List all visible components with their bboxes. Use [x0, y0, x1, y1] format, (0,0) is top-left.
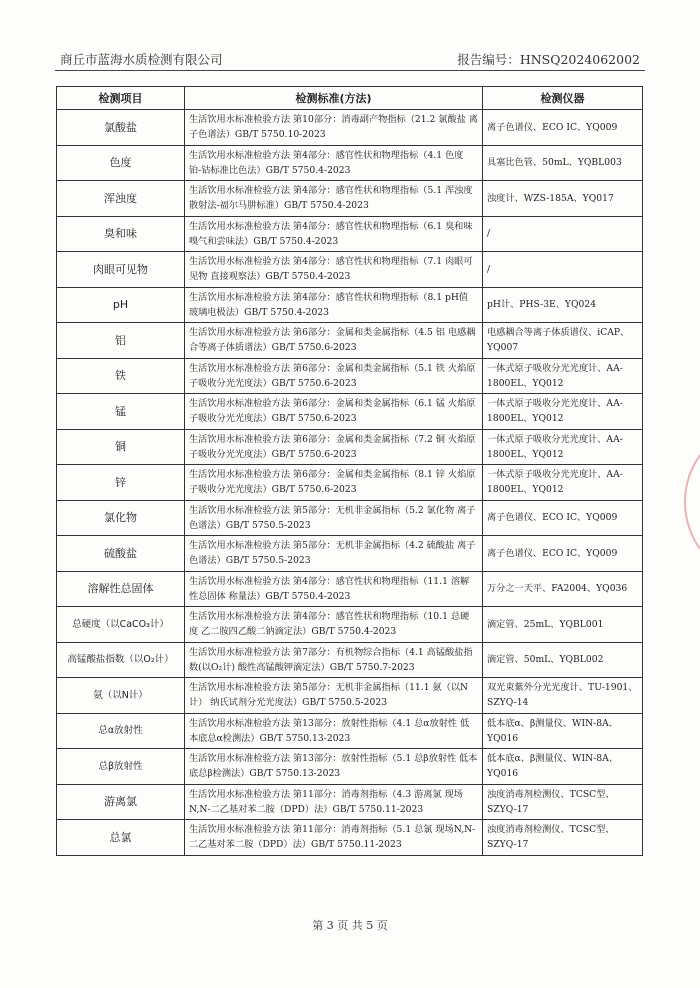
report-number-label: 报告编号： [457, 52, 520, 67]
test-item: 硫酸盐 [57, 536, 185, 572]
table-row [57, 323, 643, 359]
table-row [57, 110, 643, 146]
test-standard: 生活饮用水标准检验方法 第6部分：金属和类金属指标（5.1 铁 火焰原子吸收分光光度法）GB/T 5750.6-2023 [185, 358, 483, 394]
test-instrument: 浊度计、WZS-185A、YQ017 [483, 181, 643, 217]
test-standard: 生活饮用水标准检验方法 第10部分：消毒副产物指标（21.2 氯酸盐 离子色谱法）GB/T 5750.10-2023 [185, 110, 483, 146]
table-row [57, 287, 643, 323]
column-header-item: 检测项目 [57, 87, 185, 110]
table-row [57, 216, 643, 252]
report-number-value: HNSQ2024062002 [519, 52, 640, 67]
table-row [57, 749, 643, 785]
test-item: 高锰酸盐指数（以O₂计） [57, 642, 185, 678]
test-standard: 生活饮用水标准检验方法 第5部分：无机非金属指标（11.1 氨（以N计） 纳氏试剂分光光度法）GB/T 5750.5-2023 [185, 678, 483, 714]
table-row [57, 394, 643, 430]
table-row [57, 607, 643, 643]
table-row [57, 678, 643, 714]
test-standard: 生活饮用水标准检验方法 第11部分：消毒剂指标（4.3 游离氯 现场N,N-二乙基对苯二胺（DPD）法）GB/T 5750.11-2023 [185, 784, 483, 820]
test-instrument: 一体式原子吸收分光光度计、AA-1800EL、YQ012 [483, 394, 643, 430]
test-instrument: 离子色谱仪、ECO IC、YQ009 [483, 536, 643, 572]
table-row [57, 181, 643, 217]
test-instrument: / [483, 252, 643, 288]
table-row [57, 145, 643, 181]
test-instrument: 滴定管、50mL、YQBL002 [483, 642, 643, 678]
test-item: 游离氯 [57, 784, 185, 820]
test-instrument: 一体式原子吸收分光光度计、AA-1800EL、YQ012 [483, 465, 643, 501]
table-row [57, 820, 643, 856]
test-instrument: 电感耦合等离子体质谱仪、iCAP、YQ007 [483, 323, 643, 359]
table-header-row [57, 87, 643, 110]
table-row [57, 536, 643, 572]
test-standard: 生活饮用水标准检验方法 第6部分：金属和类金属指标（6.1 锰 火焰原子吸收分光光度法）GB/T 5750.6-2023 [185, 394, 483, 430]
test-instrument: 一体式原子吸收分光光度计、AA-1800EL、YQ012 [483, 358, 643, 394]
test-instrument: 万分之一天平、FA2004、YQ036 [483, 571, 643, 607]
test-item: pH [57, 287, 185, 323]
test-standard: 生活饮用水标准检验方法 第11部分：消毒剂指标（5.1 总氯 现场N,N-二乙基对苯二胺（DPD）法）GB/T 5750.11-2023 [185, 820, 483, 856]
table-row [57, 642, 643, 678]
test-item: 铁 [57, 358, 185, 394]
test-instrument: 离子色谱仪、ECO IC、YQ009 [483, 110, 643, 146]
test-instrument: 浊度消毒剂检测仪、TCSC型、SZYQ-17 [483, 820, 643, 856]
test-standard: 生活饮用水标准检验方法 第13部分：放射性指标（5.1 总β放射性 低本底总β检测法）GB/T 5750.13-2023 [185, 749, 483, 785]
test-instrument: 滴定管、25mL、YQBL001 [483, 607, 643, 643]
test-item: 总氯 [57, 820, 185, 856]
test-item: 锰 [57, 394, 185, 430]
table-row [57, 429, 643, 465]
test-instrument: 离子色谱仪、ECO IC、YQ009 [483, 500, 643, 536]
table-row [57, 252, 643, 288]
test-item: 肉眼可见物 [57, 252, 185, 288]
test-item: 铜 [57, 429, 185, 465]
seam-seal-stamp [682, 430, 700, 570]
test-item: 臭和味 [57, 216, 185, 252]
test-instrument: 一体式原子吸收分光光度计、AA-1800EL、YQ012 [483, 429, 643, 465]
test-instrument: 浊度消毒剂检测仪、TCSC型、SZYQ-17 [483, 784, 643, 820]
test-instrument: 具塞比色管、50mL、YQBL003 [483, 145, 643, 181]
test-standard: 生活饮用水标准检验方法 第4部分：感官性状和物理指标（10.1 总硬度 乙二胺四乙酸二钠滴定法）GB/T 5750.4-2023 [185, 607, 483, 643]
test-instrument: 低本底α、β测量仪、WIN-8A、YQ016 [483, 749, 643, 785]
column-header-standard: 检测标准(方法) [185, 87, 483, 110]
test-standard: 生活饮用水标准检验方法 第4部分：感官性状和物理指标（8.1 pH值 玻璃电极法）GB/T 5750.4-2023 [185, 287, 483, 323]
table-body [57, 110, 643, 856]
test-item: 溶解性总固体 [57, 571, 185, 607]
test-standard: 生活饮用水标准检验方法 第4部分：感官性状和物理指标（11.1 溶解性总固体 称量法）GB/T 5750.4-2023 [185, 571, 483, 607]
test-standard: 生活饮用水标准检验方法 第4部分：感官性状和物理指标（5.1 浑浊度 散射法-福尔马肼标准）GB/T 5750.4-2023 [185, 181, 483, 217]
test-item: 铝 [57, 323, 185, 359]
table-row [57, 571, 643, 607]
test-standard: 生活饮用水标准检验方法 第13部分：放射性指标（4.1 总α放射性 低本底总α检测法）GB/T 5750.13-2023 [185, 713, 483, 749]
test-instrument: / [483, 216, 643, 252]
header-divider [55, 70, 645, 71]
test-item: 总硬度（以CaCO₃计） [57, 607, 185, 643]
test-standard: 生活饮用水标准检验方法 第6部分：金属和类金属指标（4.5 铝 电感耦合等离子体质谱法）GB/T 5750.6-2023 [185, 323, 483, 359]
test-instrument: pH计、PHS-3E、YQ024 [483, 287, 643, 323]
test-instrument: 双光束紫外分光光度计、TU-1901、SZYQ-14 [483, 678, 643, 714]
page-header [60, 44, 640, 68]
company-name: 商丘市蓝海水质检测有限公司 [60, 52, 223, 67]
test-item: 氯化物 [57, 500, 185, 536]
test-item: 氯酸盐 [57, 110, 185, 146]
column-header-instrument: 检测仪器 [483, 87, 643, 110]
table-row [57, 500, 643, 536]
test-standard: 生活饮用水标准检验方法 第5部分：无机非金属指标（5.2 氯化物 离子色谱法）GB/T 5750.5-2023 [185, 500, 483, 536]
test-item: 氨（以N计） [57, 678, 185, 714]
test-standard: 生活饮用水标准检验方法 第6部分：金属和类金属指标（8.1 锌 火焰原子吸收分光光度法）GB/T 5750.6-2023 [185, 465, 483, 501]
table-row [57, 358, 643, 394]
test-standard: 生活饮用水标准检验方法 第6部分：金属和类金属指标（7.2 铜 火焰原子吸收分光光度法）GB/T 5750.6-2023 [185, 429, 483, 465]
test-standard: 生活饮用水标准检验方法 第4部分：感官性状和物理指标（7.1 肉眼可见物 直接观察法）GB/T 5750.4-2023 [185, 252, 483, 288]
test-methods-table [56, 86, 643, 856]
test-item: 总α放射性 [57, 713, 185, 749]
table-row [57, 465, 643, 501]
test-standard: 生活饮用水标准检验方法 第5部分：无机非金属指标（4.2 硫酸盐 离子色谱法）GB/T 5750.5-2023 [185, 536, 483, 572]
test-item: 总β放射性 [57, 749, 185, 785]
test-item: 色度 [57, 145, 185, 181]
test-instrument: 低本底α、β测量仪、WIN-8A、YQ016 [483, 713, 643, 749]
table-row [57, 784, 643, 820]
test-standard: 生活饮用水标准检验方法 第4部分：感官性状和物理指标（4.1 色度 铂-钴标准比色法）GB/T 5750.4-2023 [185, 145, 483, 181]
report-number [457, 50, 640, 68]
test-item: 浑浊度 [57, 181, 185, 217]
test-item: 锌 [57, 465, 185, 501]
page-number: 第 3 页 共 5 页 [312, 919, 388, 932]
test-standard: 生活饮用水标准检验方法 第4部分：感官性状和物理指标（6.1 臭和味 嗅气和尝味法）GB/T 5750.4-2023 [185, 216, 483, 252]
test-standard: 生活饮用水标准检验方法 第7部分：有机物综合指标（4.1 高锰酸盐指数(以O₂计) 酸性高锰酸钾滴定法）GB/T 5750.7-2023 [185, 642, 483, 678]
table-row [57, 713, 643, 749]
